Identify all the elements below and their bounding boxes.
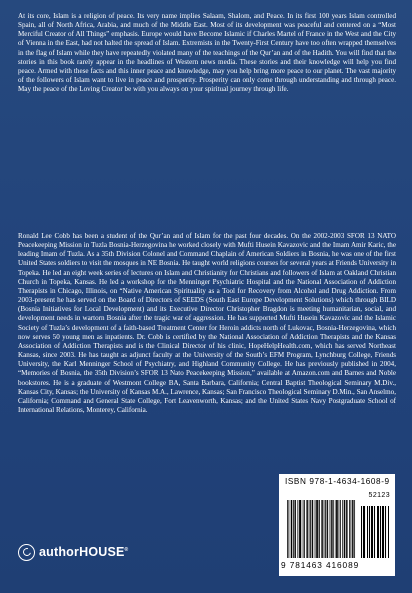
addon-barcode-bar — [369, 506, 370, 558]
addon-barcode-bar — [372, 506, 373, 558]
publisher-logo — [18, 544, 128, 560]
addon-barcode-bar — [361, 506, 362, 558]
barcode-bar — [303, 500, 304, 558]
barcode-bar — [349, 500, 350, 558]
addon-barcode-bar — [383, 506, 384, 558]
barcode-bar — [330, 500, 331, 558]
addon-barcode-bar — [380, 506, 381, 558]
barcode-bar — [336, 500, 337, 558]
addon-barcode-bar — [385, 506, 386, 558]
barcode-bar — [347, 500, 348, 558]
addon-barcode-bar — [363, 506, 364, 558]
barcode-panel — [279, 474, 395, 576]
barcode-bar — [342, 500, 343, 558]
barcode-bar — [309, 500, 310, 558]
barcode-bar — [318, 500, 319, 558]
barcode-bar — [325, 500, 326, 558]
barcode-bar — [307, 500, 308, 558]
barcode-bar — [316, 500, 317, 558]
barcode-bar — [291, 500, 292, 558]
barcode — [287, 500, 389, 560]
barcode-bar — [288, 500, 289, 558]
barcode-bar — [353, 500, 354, 558]
barcode-bar — [287, 500, 288, 558]
author-biography: Ronald Lee Cobb has been a student of the Qur’an and of Islam for the past four decades. On the 2002-2003 SFOR 13 NATO Peacekeeping Mission in Tuzla Bosnia-Herzegovina he worked closely with Mufti Husein Kavazovic and the Imam Amir Karic, the leading Imam of Tuzla. As a 35th Division Colonel and Command Chaplain of American Soldiers in Bosnia, he was one of the first United States soldiers to visit the mosques in NE Bosnia. He taught world religions courses for several years at Friends University in Topeka. He led an eight week series of lectures on Islam and Christianity for Christians and followers of Islam at Oakland Christian Church in Topeka, Kansas. He led a workshop for the Menninger Psychiatric Hospital and the National Association of Addiction Therapists in Chicago, Illinois, on “Native American Spirituality as a Tool for Recovery from Alcohol and Drug Addiction. From 2003-present he has served on the Board of Directors of SEEDS (South East Europe Development Solutions) which through BILD (Bosnia Initiatives for Local Development) and its Executive Director Christopher Bragdon is meeting humanitarian, social, and development needs in wartorn Bosnia after the tragic war of aggression. He has supported Mufti Husein Kavazovic and the Islamic Society of Tuzla’s development of a faith-based Treatment Center for Heroin addicts north of Lukovac, Bosnia-Herzegovina, which now serves 50 young men as inpatients. Dr. Cobb is certified by the National Association of Addiction Therapists and the Kansas Association of Addiction Therapists and is the Clinical Director of his clinic, HopeHelpHealth.com, which has served Northeast Kansas, since 2003. He has taught as adjunct faculty at the University of the South’s EFM Program, Lynchburg College, Friends University, the Karl Menninger School of Psychiatry, and Highland Community College. He has previously published in 2004, “Memories of Bosnia, the 35th Division’s SFOR 13 Nato Peacekeeping Mission,” available at Amazon.com and Barnes and Noble bookstores. He is a graduate of Westmont College BA, Santa Barbara, California; Central Baptist Theological Seminary M.Div., Kansas City, Kansas; the University of Kansas M.A., Lawrence, Kansas; San Francisco Theological Seminary D.Min., San Anselmo, California; Command and General State College, Fort Leavenworth, Kansas; and the United States Navy Postgraduate School of International Relations, Monterey, California. — [18, 232, 396, 414]
barcode-bar — [344, 500, 345, 558]
barcode-bar — [346, 500, 347, 558]
barcode-bar — [315, 500, 316, 558]
barcode-bar — [351, 500, 352, 558]
barcode-bar — [291, 500, 292, 558]
barcode-bar — [340, 500, 341, 558]
barcode-bar — [294, 500, 295, 558]
authorhouse-logo-icon — [18, 544, 35, 561]
barcode-bar — [339, 500, 340, 558]
barcode-bar — [312, 500, 313, 558]
barcode-bar — [327, 500, 328, 558]
isbn-label: ISBN 978-1-4634-1608-9 — [285, 477, 390, 486]
barcode-bar — [345, 500, 346, 558]
barcode-bar — [317, 500, 318, 558]
barcode-bar — [333, 500, 334, 558]
barcode-bar — [332, 500, 333, 558]
barcode-bar — [299, 500, 300, 558]
addon-barcode-bar — [364, 506, 365, 558]
barcode-bar — [321, 500, 322, 558]
publisher-name: authorHOUSE® — [39, 545, 129, 559]
barcode-bar — [300, 500, 301, 558]
addon-barcode-bar — [382, 506, 383, 558]
barcode-bar — [336, 500, 337, 558]
barcode-bar — [306, 500, 307, 558]
addon-barcode-bar — [378, 506, 379, 558]
ean-digits: 9 781463 416089 — [281, 560, 360, 570]
price-code: 52123 — [368, 492, 390, 499]
barcode-bar — [331, 500, 332, 558]
addon-barcode-bar — [388, 506, 389, 558]
addon-barcode-bar — [374, 506, 375, 558]
barcode-bar — [319, 500, 320, 558]
barcode-bar — [322, 500, 323, 558]
barcode-bar — [304, 500, 305, 558]
barcode-bar — [327, 500, 328, 558]
book-description: At its core, Islam is a religion of peace. Its very name implies Salaam, Shalom, and Peace. In its first 100 years Islam controlled Spain, all of North Africa, Arabia, and much of the Middle East. Most of its development was peaceful and centered on a “Most Merciful Creator of All Things” emphasis. Europe would have Become Islamic if Charles Martel of France in the West and the City of Vienna in the East, had not halted the spread of Islam. Extremists in the Twenty-First Century have too often wrapped themselves in the flag of Islam while they have repeatedly violated many of the teachings of the Qur’an and of the Hadith. You will find that the stories in this book rarely appear in the headlines of Western news media. These stories and their knowledge will help you find peace. Armed with these facts and this inner peace and knowledge, may you help bring more peace to our planet. The vast majority of the followers of Islam want to live in peace and prosperity. Prosperity can only come through understanding and through peace. May the peace of the Loving Creator be with you always on your spiritual journey through life. — [18, 12, 396, 94]
barcode-bar — [354, 500, 355, 558]
addon-barcode-bar — [367, 506, 368, 558]
barcode-bar — [300, 500, 301, 558]
barcode-bar — [324, 500, 325, 558]
barcode-bar — [337, 500, 338, 558]
barcode-bar — [295, 500, 296, 558]
addon-barcode-bar — [371, 506, 372, 558]
barcode-bar — [293, 500, 294, 558]
barcode-bar — [297, 500, 298, 558]
barcode-bar — [312, 500, 313, 558]
addon-barcode-bar — [377, 506, 378, 558]
barcode-bar — [352, 500, 353, 558]
barcode-bar — [310, 500, 311, 558]
